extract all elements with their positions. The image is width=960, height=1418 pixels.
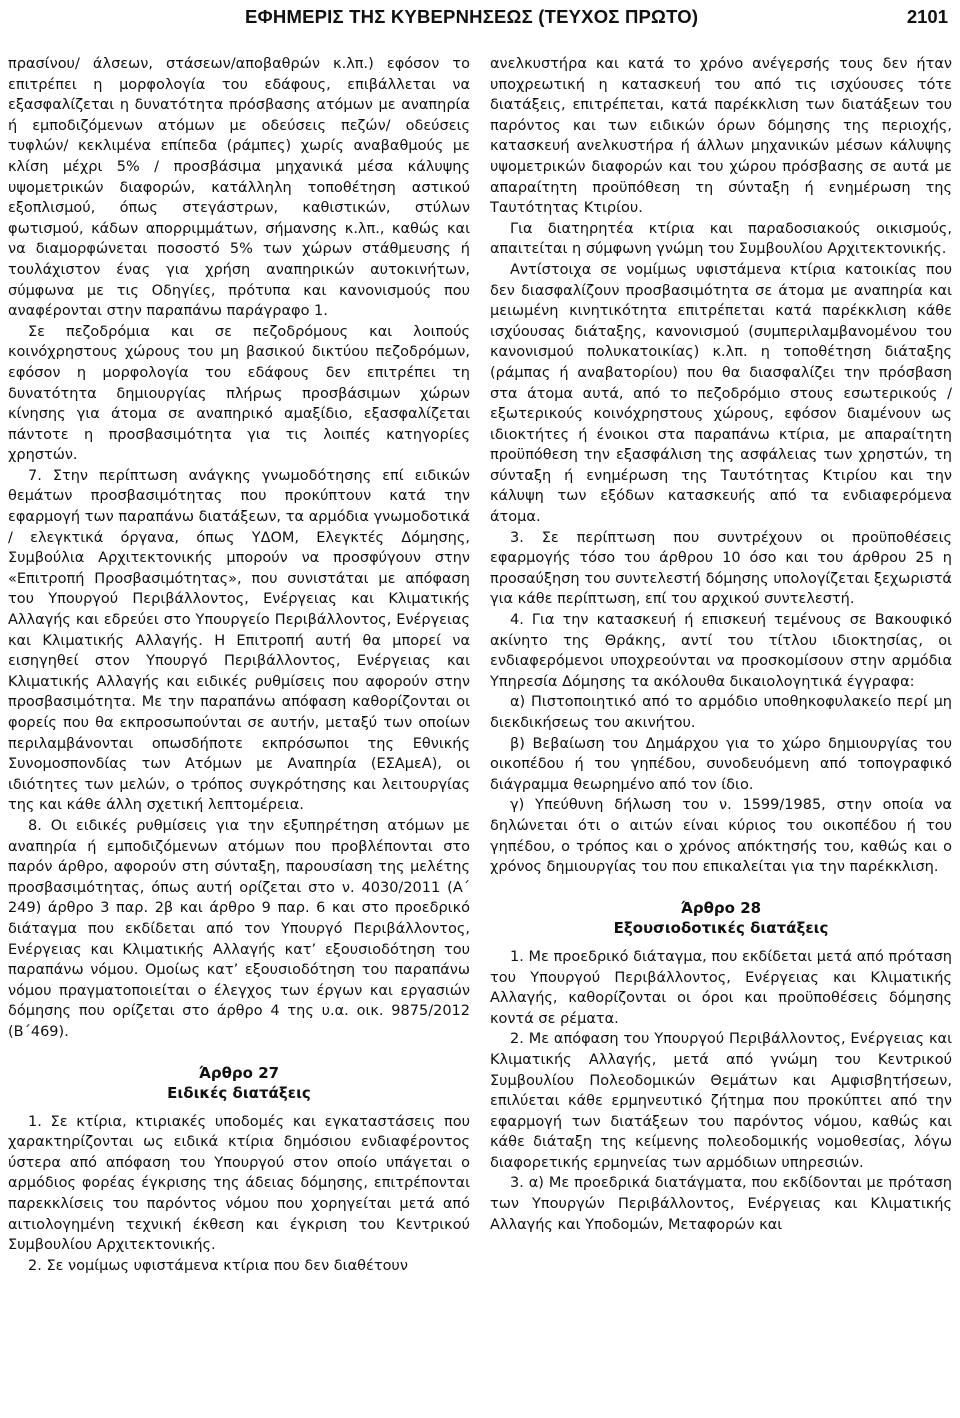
right-column (490, 54, 952, 1235)
spacer (8, 1104, 470, 1112)
paragraph: Σε πεζοδρόμια και σε πεζοδρόμους και λοιπούς κοινόχρηστους χώρους του μη βασικού δικτύου πεζοδρόμων, εφόσον η μορφολογία του εδάφους δεν επιτρέπει τη δυνατότητα δημιουργίας πλήρως προσβάσιμων χώρων κίνησης για άτομα σε αναπηρικό αμαξίδιο, εξασφαλίζεται πάντοτε η προσβασιμότητα για τις λοιπές κατηγορίες χρηστών. (8, 323, 470, 464)
article-number: Άρθρο 28 (680, 898, 762, 917)
paragraph: 1. Με προεδρικό διάταγμα, που εκδίδεται μετά από πρόταση του Υπουργού Περιβάλλοντος, Ενέργειας και Κλιματικής Αλλαγής, καθορίζονται οι όροι και προϋποθέσεις δόμησης κοντά σε ρέματα. (490, 948, 952, 1027)
article-title: Ειδικές διατάξεις (167, 1084, 311, 1103)
paragraph: 3. Σε περίπτωση που συντρέχουν οι προϋποθέσεις εφαρμογής τόσο του άρθρου 10 όσο και του άρθρου 25 η προσαύξηση του συντελεστή δόμησης υπολογίζεται ξεχωριστά για κάθε περίπτωση, επί του αρχικού συντελεστή. (490, 529, 952, 608)
paragraph: 2. Με απόφαση του Υπουργού Περιβάλλοντος, Ενέργειας και Κλιματικής Αλλαγής, μετά από γνώμη του Κεντρικού Συμβουλίου Πολεοδομικών Θεμάτων και Αμφισβητήσεων, επιλύεται κάθε ερμηνευτικό ζήτημα που προκύπτει από την εφαρμογή των διατάξεων του παρόντος νόμου, καθώς και κάθε διάταξη της κείμενης πολεοδομικής νομοθεσίας, λόγω διαφορετικής ερμηνείας των αρμόδιων υπηρεσιών. (490, 1031, 952, 1171)
paragraph: γ) Υπεύθυνη δήλωση του ν. 1599/1985, στην οποία να δηλώνεται ότι ο αιτών είναι κύριος του οικοπέδου ή του γηπέδου, ο τρόπος και ο χρόνος απόκτησής του, καθώς και ο χρόνος δημιουργίας του που επικαλείται για την παρέκκλιση. (490, 797, 952, 876)
paragraph: α) Πιστοποιητικό από το αρμόδιο υποθηκοφυλακείο περί μη διεκδικήσεως του ακινήτου. (490, 694, 952, 731)
article-number: Άρθρο 27 (198, 1063, 280, 1082)
spacer (490, 939, 952, 947)
paragraph: 1. Σε κτίρια, κτιριακές υποδομές και εγκαταστάσεις που χαρακτηρίζονται ως ειδικά κτίρια δημόσιου ενδιαφέροντος ύστερα από απόφαση του Υπουργού στον οποίο υπάγεται ο αρμόδιος φορέας έγκρισης της άδειας δόμησης, επιτρέπονται παρεκκλίσεις του παρόντος νόμου που χορηγείται μετά από αιτιολογημένη τεχνική έκθεση και έγκριση του Κεντρικού Συμβουλίου Αρχιτεκτονικής. (8, 1113, 470, 1254)
left-column (8, 54, 470, 1276)
paragraph: 3. α) Με προεδρικά διατάγματα, που εκδίδονται με πρόταση των Υπουργών Περιβάλλοντος, Ενέργειας και Κλιματικής Αλλαγής και Υποδομών, Μεταφορών και (490, 1175, 952, 1233)
running-title: ΕΦΗΜΕΡΙΣ ΤΗΣ ΚΥΒΕΡΝΗΣΕΩΣ (ΤΕΥΧΟΣ ΠΡΩΤΟ) (245, 6, 699, 27)
paragraph: Για διατηρητέα κτίρια και παραδοσιακούς οικισμούς, απαιτείται η σύμφωνη γνώμη του Συμβουλίου Αρχιτεκτονικής. (490, 220, 952, 258)
paragraph: 8. Οι ειδικές ρυθμίσεις για την εξυπηρέτηση ατόμων με αναπηρία ή εμποδιζόμενων ατόμων που προβλέπονται στο παρόν άρθρο, αφορούν στη σύνταξη, παρουσίαση της μελέτης προσβασιμότητας, όπως αυτή ορίζεται στο ν. 4030/2011 (Α΄ 249) άρθρο 3 παρ. 2β και άρθρο 9 παρ. 6 και στο προεδρικό διάταγμα που εκδίδεται από τον Υπουργό Περιβάλλοντος, Ενέργειας και Κλιματικής Αλλαγής κατ’ εξουσιοδότηση του παραπάνω νόμου. Ομοίως κατ’ εξουσιοδότηση του παραπάνω νόμου πραγματοποιείται ο έλεγχος των έργων και εργασιών δόμησης που ορίζεται στο άρθρο 4 της υ.α. οικ. 9875/2012 (Β΄469). (8, 817, 470, 1040)
paragraph: ανελκυστήρα και κατά το χρόνο ανέγερσής τους δεν ήταν υποχρεωτική η κατασκευή του από τις ισχύουσες τότε διατάξεις, επιτρέπεται, κατά παρέκκλιση των διατάξεων του παρόντος και των ειδικών όρων δόμησης της περιοχής, κατασκευή ανελκυστήρα ή άλλων μηχανικών μέσων κάλυψης υψομετρικών διαφορών και του χώρου πρόσβασης σε αυτά με απαραίτητη προϋπόθεση τη σύνταξη ή ενημέρωση της Ταυτότητας Κτιρίου. (490, 56, 952, 217)
spacer (490, 878, 952, 898)
paragraph: 2. Σε νομίμως υφιστάμενα κτίρια που δεν διαθέτουν (28, 1257, 408, 1274)
article-title: Εξουσιοδοτικές διατάξεις (613, 919, 829, 938)
page-header (0, 0, 960, 34)
paragraph: Αντίστοιχα σε νομίμως υφιστάμενα κτίρια κατοικίας που δεν διασφαλίζουν προσβασιμότητα σε άτομα με αναπηρία και μειωμένη κινητικότητα επιτρέπεται κατά παρέκκλιση κάθε ισχύουσας διάταξης, κανονισμού (συμπεριλαμβανομένου του κανονισμού πολυκατοικίας) κ.λπ. η τοποθέτηση διάταξης (ράμπας ή αναβατορίου) που θα διασφαλίζει την πρόσβαση στα άτομα αυτά, από το πεζοδρόμιο στους εσωτερικούς / εξωτερικούς κοινόχρηστους χώρους, εφόσον διαμένουν ως ιδιοκτήτες ή ένοικοι στα παραπάνω κτίρια, με απαραίτητη προϋπόθεση την εξασφάλιση της ασφάλειας των χρηστών, τη σύνταξη ή ενημέρωση της Ταυτότητας Κτιρίου και την κάλυψη των εξόδων κατασκευής από τα ενδιαφερόμενα άτομα. (490, 261, 952, 526)
spacer (8, 1043, 470, 1063)
article-27-heading (8, 1063, 470, 1104)
paragraph: 7. Στην περίπτωση ανάγκης γνωμοδότησης επί ειδικών θεμάτων προσβασιμότητας που προκύπτουν κατά την εφαρμογή των παραπάνω διατάξεων, τα αρμόδια γνωμοδοτικά / ελεγκτικά όργανα, όπως ΥΔΟΜ, Ελεγκτές Δόμησης, Συμβούλια Αρχιτεκτονικής μπορούν να προσφύγουν στην «Επιτροπή Προσβασιμότητας», που συνιστάται με απόφαση του Υπουργού Περιβάλλοντος, Ενέργειας και Κλιματικής Αλλαγής και εδρεύει στο Υπουργείο Περιβάλλοντος, Ενέργειας και Κλιματικής Αλλαγής. Η Επιτροπή αυτή θα μπορεί να εισηγηθεί στον Υπουργό Περιβάλλοντος, Ενέργειας και Κλιματικής Αλλαγής και ειδικές ρυθμίσεις που αφορούν στην προσβασιμότητα. Με την παραπάνω απόφαση καθορίζονται οι φορείς που θα εκπροσωπούνται σε αυτήν, μεταξύ των οποίων περιλαμβάνονται οπωσδήποτε εκπρόσωποι της Εθνικής Συνομοσπονδίας των Ατόμων με Αναπηρία (ΕΣΑμεΑ), οι ιδιότητες των μελών, ο τρόπος συγκρότησης και λειτουργίας της και κάθε άλλη σχετική λεπτομέρεια. (8, 467, 470, 814)
page-number: 2101 (906, 6, 948, 27)
paragraph: 4. Για την κατασκευή ή επισκευή τεμένους σε Βακουφικό ακίνητο της Θράκης, αντί του τίτλου ιδιοκτησίας, οι ενδιαφερόμενοι υποχρεούνται να προσκομίσουν στην αρμόδια Υπηρεσία Δόμησης τα ακόλουθα δικαιολογητικά έγγραφα: (490, 612, 952, 690)
paragraph: πρασίνου/ άλσεων, στάσεων/αποβαθρών κ.λπ.) εφόσον το επιτρέπει η μορφολογία του εδάφους, επιβάλλεται να εξασφαλίζεται η δυνατότητα πρόσβασης ατόμων με αναπηρία ή εμποδιζόμενων ατόμων με οδεύσεις πεζών/ οδεύσεις τυφλών/ κεκλιμένα επίπεδα (ράμπες) χωρίς αναβαθμούς με κλίση μέχρι 5% / προσβάσιμα μηχανικά μέσα κάλυψης υψομετρικών διαφορών, κατάλληλη τοποθέτηση αστικού εξοπλισμού, όπως στεγάστρων, καθιστικών, στύλων φωτισμού, κάδων απορριμμάτων, σήμανσης κ.λπ., καθώς και να διαμορφώνεται ποσοστό 5% των χώρων στάθμευσης ή τουλάχιστον ένας για χρήση αναπηρικών αυτοκινήτων, σύμφωνα με τις Οδηγίες, πρότυπα και κανονισμούς που αναφέρονται στην παραπάνω παράγραφο 1. (8, 56, 470, 320)
article-28-heading (490, 898, 952, 939)
paragraph: β) Βεβαίωση του Δημάρχου για το χώρο δημιουργίας του οικοπέδου ή του γηπέδου, συνοδευόμενη από τοπογραφικό διάγραμμα θεωρημένο από τον ίδιο. (490, 735, 952, 793)
